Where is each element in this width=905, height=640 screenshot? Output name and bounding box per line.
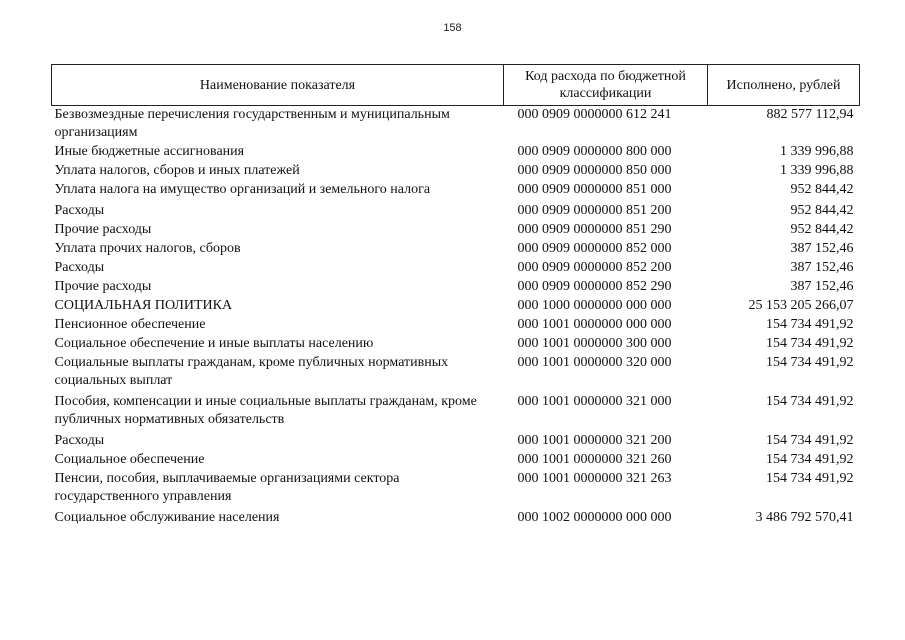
row-amount: 154 734 491,92 — [766, 471, 854, 486]
table-row — [52, 507, 860, 528]
row-name: Социальное обеспечение и иные выплаты населению — [54, 336, 374, 351]
row-amount: 25 153 205 266,07 — [748, 298, 854, 313]
row-code: 000 0909 0000000 800 000 — [517, 144, 672, 159]
page-number: 158 — [443, 22, 462, 34]
table-row — [52, 470, 860, 507]
row-name: Социальное обслуживание населения — [54, 510, 280, 525]
header-name: Наименование показателя — [52, 65, 504, 106]
table-header-row — [52, 65, 860, 106]
row-name: Прочие расходы — [54, 279, 152, 294]
row-code: 000 1001 0000000 000 000 — [517, 317, 672, 332]
table-row — [52, 297, 860, 316]
row-amount: 154 734 491,92 — [766, 355, 854, 370]
table-row — [52, 240, 860, 259]
row-code: 000 1001 0000000 321 260 — [517, 452, 672, 467]
row-code: 000 1001 0000000 300 000 — [517, 336, 672, 351]
row-code: 000 0909 0000000 852 200 — [517, 260, 672, 275]
table-row — [52, 335, 860, 354]
table-row — [52, 451, 860, 470]
row-code: 000 0909 0000000 850 000 — [517, 163, 672, 178]
row-name: Безвозмездные перечисления государственным и муниципальным организациям — [54, 107, 450, 140]
row-amount: 952 844,42 — [790, 203, 854, 218]
row-name: Уплата налогов, сборов и иных платежей — [54, 163, 300, 178]
table-row — [52, 278, 860, 297]
row-amount: 387 152,46 — [790, 279, 854, 294]
row-code: 000 1000 0000000 000 000 — [517, 298, 672, 313]
table-row — [52, 391, 860, 430]
table-row — [52, 316, 860, 335]
row-name: Социальное обеспечение — [54, 452, 205, 467]
row-code: 000 1001 0000000 321 200 — [517, 433, 672, 448]
table-row — [52, 259, 860, 278]
row-name: Пособия, компенсации и иные социальные выплаты гражданам, кроме публичных нормативных обязательств — [54, 394, 477, 427]
row-amount: 882 577 112,94 — [766, 107, 854, 122]
row-name: Уплата прочих налогов, сборов — [54, 241, 241, 256]
row-code: 000 0909 0000000 852 000 — [517, 241, 672, 256]
row-amount: 952 844,42 — [790, 222, 854, 237]
table-row — [52, 221, 860, 240]
row-amount: 154 734 491,92 — [766, 433, 854, 448]
row-name: Расходы — [54, 203, 105, 218]
table-row — [52, 200, 860, 221]
row-amount: 1 339 996,88 — [780, 144, 854, 159]
row-code: 000 0909 0000000 612 241 — [517, 107, 672, 122]
table-row — [52, 430, 860, 451]
row-amount: 3 486 792 570,41 — [755, 510, 854, 525]
row-amount: 154 734 491,92 — [766, 336, 854, 351]
row-name: Пенсии, пособия, выплачиваемые организациями сектора государственного управления — [54, 471, 400, 504]
row-code: 000 0909 0000000 851 200 — [517, 203, 672, 218]
budget-table — [51, 64, 860, 528]
header-amount: Исполнено, рублей — [708, 65, 860, 106]
table-row — [52, 106, 860, 144]
row-name: СОЦИАЛЬНАЯ ПОЛИТИКА — [54, 298, 233, 313]
row-code: 000 0909 0000000 851 290 — [517, 222, 672, 237]
row-name: Иные бюджетные ассигнования — [54, 144, 245, 159]
table-row — [52, 181, 860, 200]
row-code: 000 0909 0000000 851 000 — [517, 182, 672, 197]
row-amount: 154 734 491,92 — [766, 317, 854, 332]
row-amount: 154 734 491,92 — [766, 452, 854, 467]
header-code: Код расхода по бюджетной классификации — [504, 65, 708, 106]
row-code: 000 1002 0000000 000 000 — [517, 510, 672, 525]
row-code: 000 1001 0000000 321 000 — [517, 394, 672, 409]
row-amount: 952 844,42 — [790, 182, 854, 197]
row-name: Расходы — [54, 260, 105, 275]
row-amount: 387 152,46 — [790, 241, 854, 256]
row-amount: 1 339 996,88 — [780, 163, 854, 178]
table-row — [52, 162, 860, 181]
table-row — [52, 354, 860, 391]
row-name: Уплата налога на имущество организаций и земельного налога — [54, 182, 431, 197]
row-name: Социальные выплаты гражданам, кроме публичных нормативных социальных выплат — [54, 355, 449, 388]
row-code: 000 1001 0000000 321 263 — [517, 471, 672, 486]
row-code: 000 1001 0000000 320 000 — [517, 355, 672, 370]
row-code: 000 0909 0000000 852 290 — [517, 279, 672, 294]
row-name: Пенсионное обеспечение — [54, 317, 206, 332]
row-name: Расходы — [54, 433, 105, 448]
table-row — [52, 143, 860, 162]
row-name: Прочие расходы — [54, 222, 152, 237]
row-amount: 387 152,46 — [790, 260, 854, 275]
row-amount: 154 734 491,92 — [766, 394, 854, 409]
